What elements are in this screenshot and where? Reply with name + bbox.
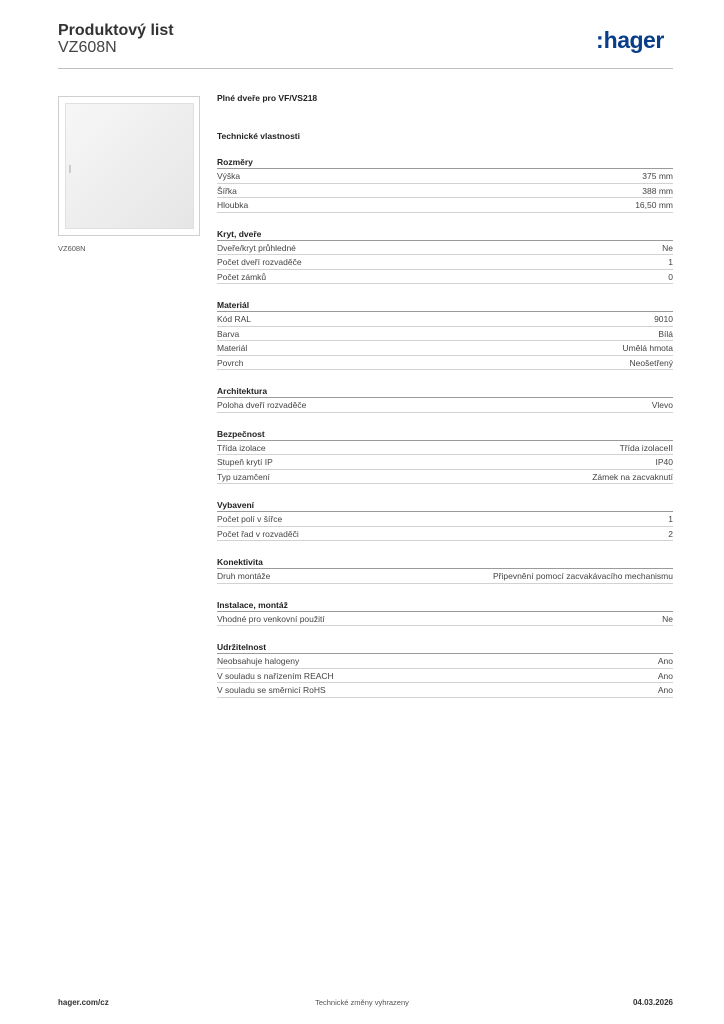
spec-value: 1 [668, 514, 673, 524]
spec-value: Ano [657, 670, 673, 681]
spec-row [217, 398, 673, 413]
spec-value: Vlevo [651, 400, 673, 410]
spec-value: Bílá [658, 328, 673, 339]
spec-value: 1 [668, 257, 673, 267]
spec-row [217, 327, 673, 342]
spec-section [217, 384, 673, 413]
spec-label: Neobsahuje halogeny [217, 656, 300, 666]
spec-row [217, 612, 673, 627]
spec-row [217, 270, 673, 285]
header-divider [58, 68, 673, 69]
spec-section [217, 427, 673, 485]
spec-row [217, 341, 673, 356]
footer-date: 04.03.2026 [632, 998, 673, 1007]
spec-label: Počet dveří rozvaděče [217, 257, 302, 267]
spec-section [217, 498, 673, 541]
spec-section [217, 640, 673, 698]
logo-mark: : [596, 27, 604, 53]
spec-row [217, 356, 673, 371]
spec-section-title: Bezpečnost [217, 427, 673, 441]
spec-row [217, 184, 673, 199]
spec-value: Ano [657, 656, 673, 666]
spec-section [217, 227, 673, 285]
technical-properties-heading: Technické vlastnosti [217, 131, 300, 141]
door-handle-icon [69, 165, 71, 173]
spec-label: V souladu s nařízením REACH [217, 670, 334, 681]
spec-section [217, 298, 673, 370]
spec-row [217, 241, 673, 256]
spec-section-title: Kryt, dveře [217, 227, 673, 241]
spec-sections [217, 155, 673, 698]
spec-row [217, 470, 673, 485]
specification-content [217, 91, 673, 712]
spec-label: Stupeň krytí IP [217, 457, 273, 467]
spec-label: V souladu se směrnicí RoHS [217, 685, 326, 695]
spec-label: Poloha dveří rozvaděče [217, 400, 307, 410]
spec-row [217, 669, 673, 684]
spec-value: Ne [662, 613, 673, 624]
spec-label: Třída izolace [217, 442, 266, 453]
spec-section-title: Udržitelnost [217, 640, 673, 654]
spec-label: Šířka [217, 185, 237, 196]
spec-section-title: Materiál [217, 298, 673, 312]
logo-text: hager [603, 27, 664, 53]
spec-label: Výška [217, 171, 241, 181]
spec-section [217, 555, 673, 584]
spec-row [217, 255, 673, 270]
spec-value: 16,50 mm [635, 200, 673, 210]
spec-label: Počet polí v šířce [217, 514, 283, 524]
spec-value: Umělá hmota [622, 343, 673, 353]
page-title: Produktový list [58, 22, 174, 39]
spec-label: Materiál [217, 343, 248, 353]
spec-row [217, 569, 673, 584]
spec-label: Vhodné pro venkovní použití [217, 613, 325, 624]
spec-label: Typ uzamčení [217, 471, 270, 482]
spec-value: Třída izolaceII [619, 442, 673, 453]
spec-value: 2 [668, 528, 673, 539]
spec-label: Počet řad v rozvaděči [217, 528, 299, 539]
spec-section-title: Konektivita [217, 555, 673, 569]
spec-row [217, 312, 673, 327]
spec-row [217, 527, 673, 542]
spec-value: IP40 [655, 457, 673, 467]
spec-row [217, 198, 673, 213]
spec-label: Počet zámků [217, 271, 267, 282]
spec-value: 375 mm [642, 171, 673, 181]
spec-section-title: Instalace, montáž [217, 598, 673, 612]
hager-logo[interactable] [596, 28, 664, 52]
footer-website[interactable]: hager.com/cz [58, 998, 109, 1007]
spec-section [217, 155, 673, 213]
spec-row [217, 683, 673, 698]
spec-label: Dveře/kryt průhledné [217, 242, 296, 253]
product-image-caption: VZ608N [58, 244, 86, 253]
spec-label: Kód RAL [217, 314, 252, 324]
spec-value: 388 mm [642, 185, 673, 196]
spec-value: Zámek na zacvaknutí [592, 471, 673, 482]
door-panel-icon [65, 103, 194, 229]
spec-label: Barva [217, 328, 240, 339]
spec-label: Druh montáže [217, 571, 271, 581]
spec-value: 9010 [654, 314, 673, 324]
spec-section [217, 598, 673, 627]
spec-row [217, 169, 673, 184]
spec-section-title: Architektura [217, 384, 673, 398]
spec-row [217, 654, 673, 669]
spec-section-title: Rozměry [217, 155, 673, 169]
spec-row [217, 441, 673, 456]
spec-label: Hloubka [217, 200, 249, 210]
spec-value: Připevnění pomocí zacvakávacího mechanismu [492, 571, 673, 581]
spec-row [217, 512, 673, 527]
footer-notice: Technické změny vyhrazeny [315, 998, 409, 1007]
spec-value: Neošetřený [629, 357, 673, 368]
product-name: Plné dveře pro VF/VS218 [217, 93, 318, 103]
product-image-frame [58, 96, 200, 236]
spec-section-title: Vybavení [217, 498, 673, 512]
spec-value: Ano [657, 685, 673, 695]
spec-value: 0 [668, 271, 673, 282]
spec-value: Ne [662, 242, 673, 253]
product-code: VZ608N [58, 39, 117, 56]
spec-row [217, 455, 673, 470]
spec-label: Povrch [217, 357, 244, 368]
